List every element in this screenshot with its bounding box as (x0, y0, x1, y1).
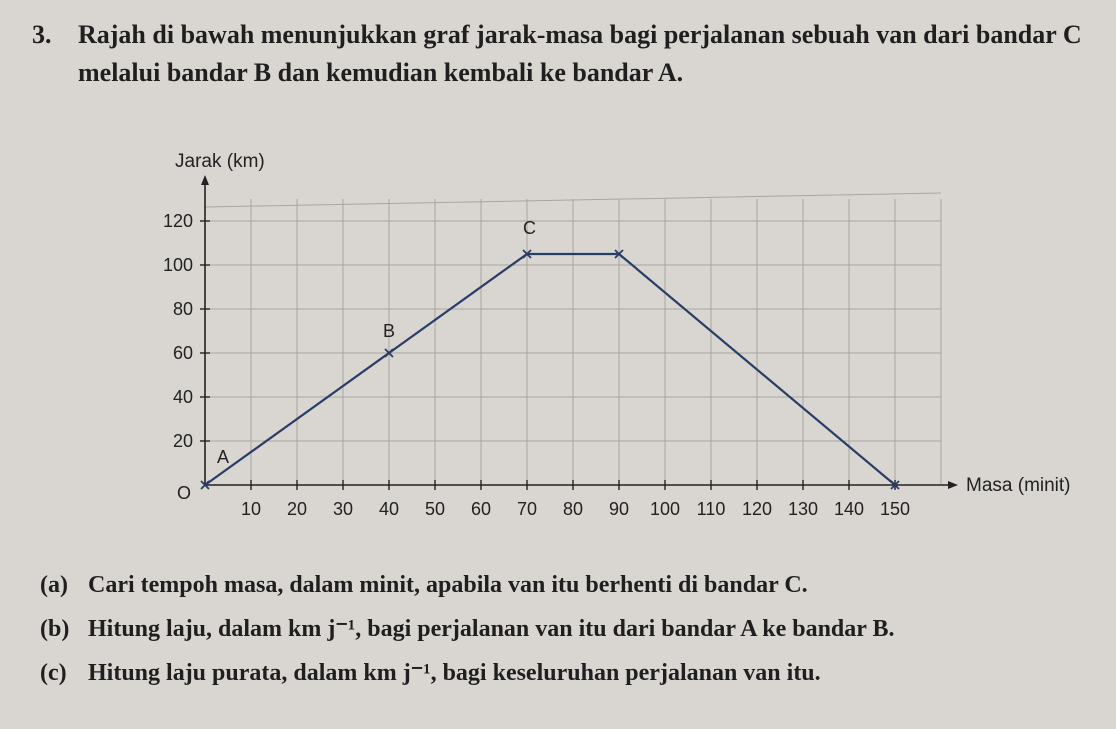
point-label-b: B (383, 321, 396, 341)
x-tick-label: 40 (378, 499, 400, 519)
part-b-text: Hitung laju, dalam km j⁻¹, bagi perjalanan van itu dari bandar A ke bandar B. (88, 616, 895, 642)
question-number: 3. (32, 20, 52, 49)
y-tick-label: 80 (172, 299, 193, 319)
part-b (40, 609, 1110, 653)
point-label-a: A (217, 447, 230, 467)
x-tick-label: 10 (240, 499, 262, 519)
x-tick-label: 30 (332, 499, 354, 519)
part-a-text: Cari tempoh masa, dalam minit, apabila van itu berhenti di bandar C. (88, 572, 808, 598)
y-tick-label: 60 (172, 343, 193, 363)
distance-time-chart (130, 140, 1090, 540)
y-axis-arrow-icon (201, 175, 209, 185)
x-tick-label: 50 (424, 499, 446, 519)
x-axis-arrow-icon (948, 481, 958, 489)
y-tick-label: 20 (172, 431, 193, 451)
y-axis-label: Jarak (km) (175, 151, 265, 172)
part-a-label: (a) (40, 572, 68, 598)
series-line (205, 254, 895, 485)
x-tick-label: 130 (787, 499, 819, 519)
chart-svg (130, 140, 1090, 540)
x-tick-label: 70 (516, 499, 538, 519)
y-tick-label: 100 (162, 255, 193, 275)
y-tick-label: 40 (172, 387, 193, 407)
part-a (40, 565, 1110, 609)
part-c-label: (c) (40, 660, 67, 686)
y-tick-label: 120 (162, 211, 193, 231)
x-tick-label: 140 (833, 499, 865, 519)
question-text: Rajah di bawah menunjukkan graf jarak-masa bagi perjalanan sebuah van dari bandar C melalui bandar B dan kemudian kembali ke bandar A. (78, 20, 1082, 87)
x-tick-label: 20 (286, 499, 308, 519)
x-tick-label: 120 (741, 499, 773, 519)
x-tick-label: 100 (649, 499, 681, 519)
part-c (40, 653, 1110, 697)
x-tick-label: 110 (696, 499, 726, 519)
question-parts (40, 565, 1110, 697)
part-b-label: (b) (40, 616, 70, 642)
x-tick-label: 80 (562, 499, 584, 519)
x-tick-label: 150 (879, 499, 911, 519)
x-tick-label: 90 (608, 499, 630, 519)
point-label-c: C (523, 218, 536, 238)
part-c-text: Hitung laju purata, dalam km j⁻¹, bagi keseluruhan perjalanan van itu. (88, 660, 821, 686)
x-tick-label: 60 (470, 499, 492, 519)
origin-label: O (177, 483, 192, 503)
x-axis-label: Masa (minit) (966, 475, 1071, 496)
